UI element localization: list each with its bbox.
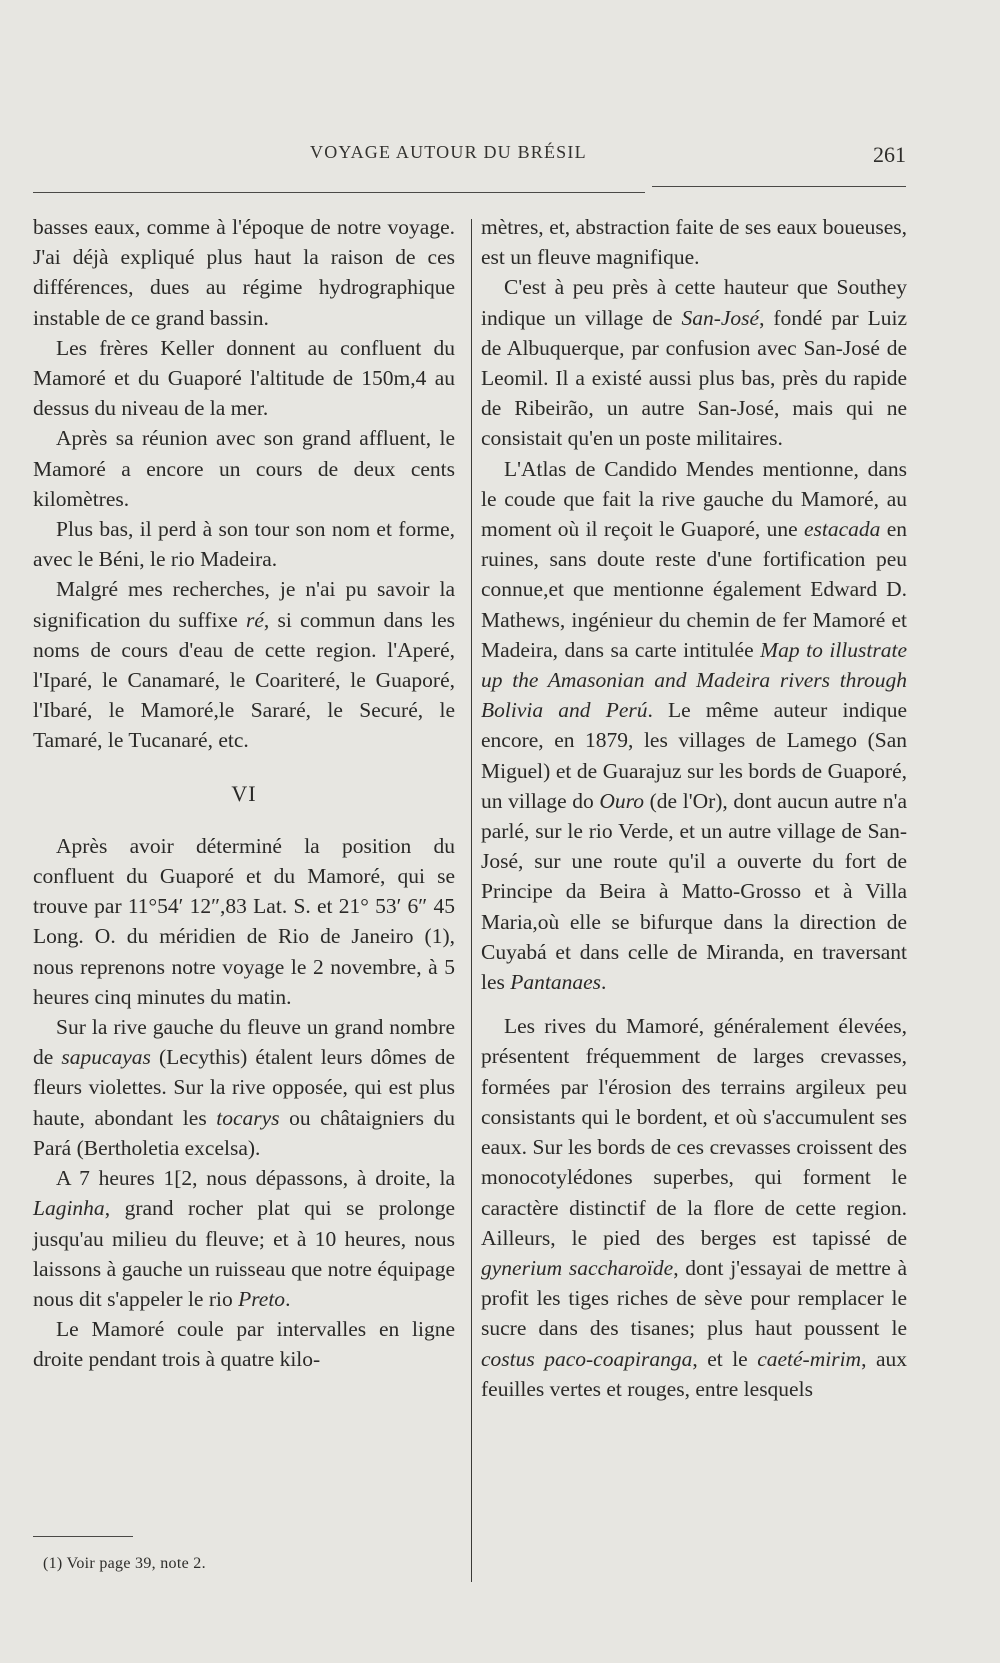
text-run: , aux feuilles vertes et rouges, entre lesquels	[481, 1346, 907, 1401]
italic-term: Pantanaes	[510, 970, 602, 995]
italic-term: sapucayas	[61, 1045, 151, 1070]
italic-term: Laginha	[33, 1196, 105, 1221]
paragraph	[481, 454, 907, 998]
text-run: , fondé par Luiz de Albuquerque, par confusion avec San-José de Leomil. Il a existé aussi plus bas, près du rapide de Ribeirão, un autre San-José, mais qui ne consistait qu'en un poste militaires.	[481, 305, 907, 451]
text-run: , et le	[692, 1346, 758, 1371]
italic-term: Ouro	[599, 788, 645, 813]
footnote-rule	[33, 1536, 133, 1537]
paragraph	[481, 272, 907, 453]
paragraph	[33, 1163, 455, 1314]
paragraph: Après sa réunion avec son grand affluent, le Mamoré a encore un cours de deux cents kilomètres.	[33, 426, 455, 511]
italic-term: estacada	[803, 517, 881, 542]
text-run: , dont j'essayai de mettre à profit les tiges riches de sève pour remplacer le sucre dans des tisanes; plus haut poussent le	[481, 1255, 907, 1341]
paragraph: mètres, et, abstraction faite de ses eaux boueuses, est un fleuve magnifique.	[481, 215, 907, 270]
left-column	[33, 212, 455, 1375]
text-run: (Lecythis) étalent leurs dômes de fleurs violettes. Sur la rive opposée, qui est plus haute, abondant les	[33, 1045, 455, 1130]
text-run: . Le même auteur indique encore, en 1879, les villages de Lamego (San Miguel) et de Guarajuz sur les bords de Guaporé, un village do	[481, 698, 907, 813]
header-rule-right	[652, 186, 906, 187]
paragraph: basses eaux, comme à l'époque de notre voyage. J'ai déjà expliqué plus haut la raison de ces différences, dues au régime hydrographique instable de ce grand bassin.	[33, 215, 455, 330]
text-run: en ruines, sans doute reste d'une fortification peu connue,et que mentionne également Edward D. Mathews, ingénieur du chemin de fer Mamoré et Madeira, dans sa carte intitulée	[481, 517, 908, 662]
text-run: L'Atlas de Candido Mendes mentionne, dans le coude que fait la rive gauche du Mamoré, au moment où il reçoit le Guaporé, une	[481, 456, 907, 542]
paragraph: Le Mamoré coule par intervalles en ligne droite pendant trois à quatre kilo-	[33, 1317, 455, 1372]
paragraph	[33, 574, 455, 755]
paragraph: Les frères Keller donnent au confluent du Mamoré et du Guaporé l'altitude de 150m,4 au dessus du niveau de la mer.	[33, 335, 455, 421]
text-run: .	[285, 1286, 291, 1311]
italic-term: costus paco-coapiranga	[481, 1346, 693, 1371]
italic-term: tocarys	[216, 1105, 280, 1130]
text-run: ou châtaigniers du Pará (Bertholetia excelsa).	[33, 1105, 455, 1160]
italic-term: ré	[245, 607, 264, 632]
paragraph: Après avoir déterminé la position du confluent du Guaporé et du Mamoré, qui se trouve par 11°54′ 12″,83 Lat. S. et 21° 53′ 6″ 45 Long. O. du méridien de Rio de Janeiro (1), nous reprenons notre voyage le 2 novembre, à 5 heures cinq minutes du matin.	[33, 833, 455, 1009]
italic-title: Map to illustrate up the Amasonian and Madeira rivers through Bolivia and Perú	[481, 637, 907, 723]
footnote: (1) Voir page 39, note 2.	[43, 1555, 206, 1572]
paragraph: Plus bas, il perd à son tour son nom et forme, avec le Béni, le rio Madeira.	[33, 517, 455, 572]
running-head	[0, 142, 1000, 172]
text-run: .	[601, 970, 607, 995]
text-run: Les rives du Mamoré, généralement élevées, présentent fréquemment de larges crevasses, formées par l'érosion des terrains argileux peu consistants qui le bordent, et où s'accumulent ses eaux. Sur les bords de ces crevasses croissent des monocotylédones superbes, qui forment le caractère distinctif de la flore de cette region. Ailleurs, le pied des berges est tapissé de	[481, 1014, 907, 1250]
paragraph	[481, 1011, 907, 1404]
page-number: 261	[873, 142, 906, 167]
text-run: , si commun dans les noms de cours d'eau de cette region. l'Aperé, l'Iparé, le Canamaré, le Coariteré, le Guaporé, l'Ibaré, le Mamoré,le Sararé, le Securé, le Tamaré, le Tucanaré, etc.	[33, 607, 455, 753]
text-run: (de l'Or), dont aucun autre n'a parlé, sur le rio Verde, et un autre village de San-José, sur une route qu'il a ouverte du fort de Principe da Beira à Matto-Grosso et à Villa Maria,où elle se bifurque dans la direction de Cuyabá et dans celle de Miranda, en traversant les	[481, 788, 908, 995]
column-divider	[471, 219, 472, 1582]
text-run: C'est à peu près à cette hauteur que Southey indique un village de	[481, 275, 907, 330]
text-run: Malgré mes recherches, je n'ai pu savoir la signification du suffixe	[33, 577, 455, 632]
right-column	[481, 212, 907, 1404]
header-rule-left	[33, 192, 645, 193]
italic-term: gynerium saccharoïde	[481, 1255, 674, 1280]
text-run: Sur la rive gauche du fleuve un grand nombre de	[33, 1015, 455, 1070]
italic-term: Preto	[238, 1286, 286, 1311]
text-run: A 7 heures 1[2, nous dépassons, à droite, la	[56, 1166, 455, 1191]
text-run: , grand rocher plat qui se prolonge jusqu'au milieu du fleuve; et à 10 heures, nous laissons à gauche un ruisseau que notre équipage nous dit s'appeler le rio	[33, 1196, 455, 1311]
italic-term: San-José	[681, 305, 760, 330]
paragraph	[33, 1012, 455, 1163]
running-title: VOYAGE AUTOUR DU BRÉSIL	[310, 142, 587, 162]
italic-term: caeté-mirim	[757, 1346, 862, 1371]
section-heading: VI	[231, 780, 257, 806]
